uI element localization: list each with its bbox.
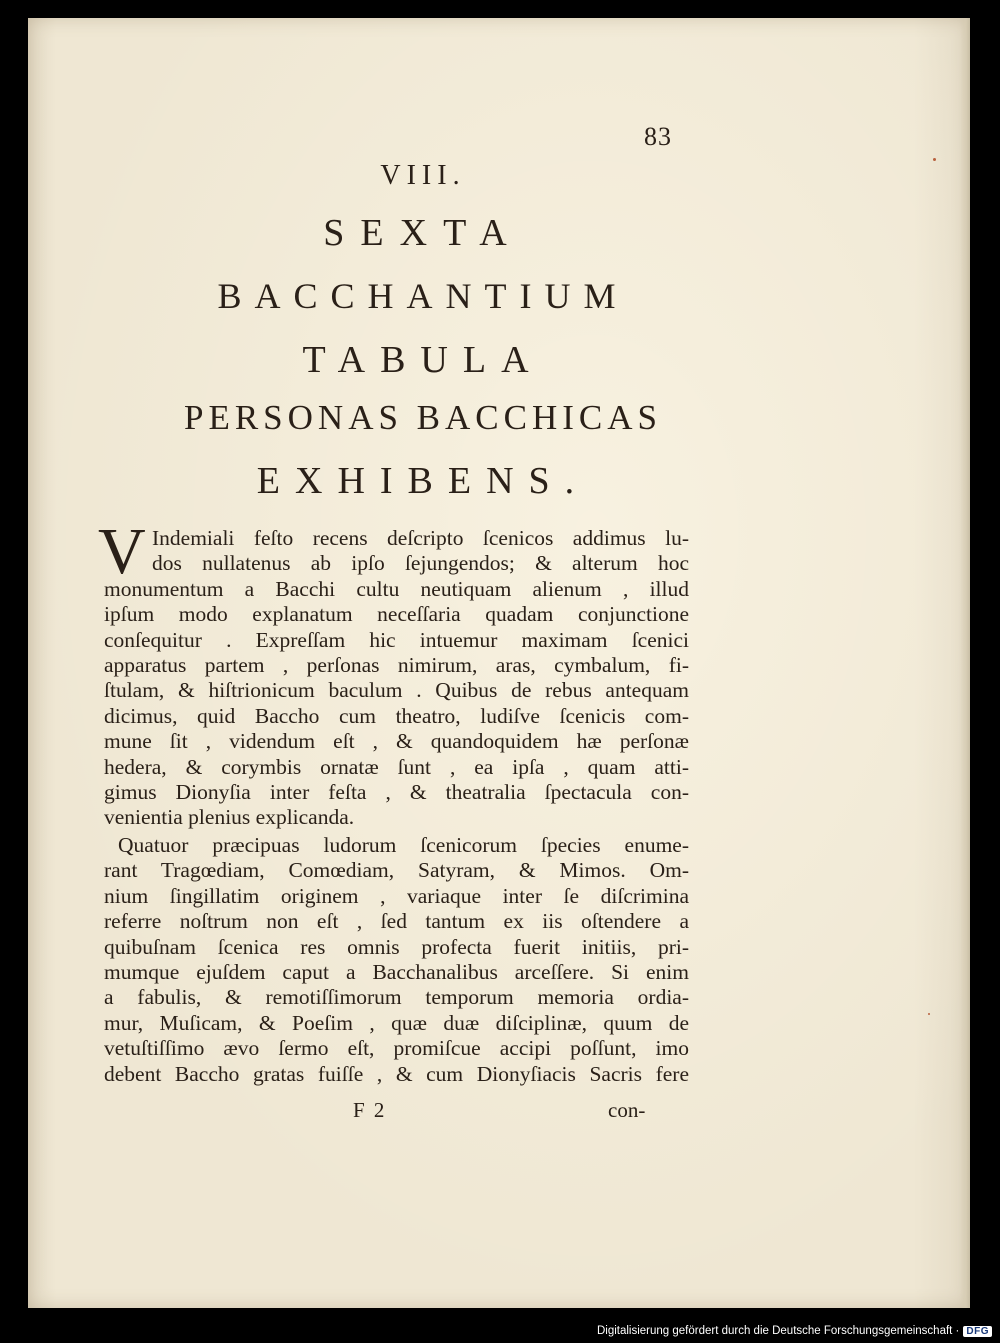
- title-line-5: EXHIBENS.: [256, 460, 590, 502]
- paper-speck: [933, 158, 936, 161]
- text-line: nium ſingillatim originem , variaque inter ſe diſcrimina: [104, 883, 689, 908]
- text-line: monumentum a Bacchi cultu neutiquam alienum , illud: [104, 576, 689, 601]
- paragraph-2: [104, 833, 689, 1087]
- drop-cap: V: [98, 515, 146, 588]
- text-line: a fabulis, & remotiſſimorum temporum memoria ordia-: [104, 985, 689, 1010]
- text-line: gimus Dionyſia inter feſta , & theatralia ſpectacula con-: [104, 779, 689, 804]
- text-line: debent Baccho gratas fuiſſe , & cum Dionyſiacis Sacris fere: [104, 1061, 689, 1086]
- text-line: quibuſnam ſcenica res omnis profecta fuerit initiis, pri-: [104, 934, 689, 959]
- paper-speck: [928, 1013, 930, 1015]
- text-line: Indemiali feſto recens deſcripto ſcenicos addimus lu-: [152, 526, 689, 550]
- text-line: apparatus partem , perſonas nimirum, aras, cymbalum, fi-: [104, 652, 689, 677]
- text-line: hedera, & corymbis ornatæ ſunt , ea ipſa , quam atti-: [104, 754, 689, 779]
- text-line: vetuſtiſſimo ævo ſermo eſt, promiſcue accipi poſſunt, imo: [104, 1036, 689, 1061]
- page-edge: [960, 18, 970, 1308]
- signature-mark: F 2: [353, 1098, 387, 1122]
- text-line: ſtulam, & hiſtrionicum baculum . Quibus de rebus antequam: [104, 678, 689, 703]
- text-line: Quatuor præcipuas ludorum ſcenicorum ſpecies enume-: [118, 833, 689, 857]
- book-page: [28, 18, 970, 1308]
- title-line-2: BACCHANTIUM: [217, 276, 629, 316]
- credit-text: Digitalisierung gefördert durch die Deutsche Forschungsgemeinschaft ·: [596, 1325, 960, 1337]
- catchword: con-: [608, 1098, 646, 1122]
- text-line: referre noſtrum non eſt , ſed tantum ex iis oſtendere a: [104, 909, 689, 934]
- title-line-3: TABULA: [302, 339, 544, 381]
- dfg-logo-icon: DFG: [963, 1326, 992, 1337]
- text-line: conſequitur . Expreſſam hic intuemur maximam ſcenici: [104, 627, 689, 652]
- paragraph-1: [98, 515, 689, 831]
- text-line: mur, Muſicam, & Poeſim , quæ duæ diſciplinæ, quum de: [104, 1010, 689, 1035]
- text-line: dos nullatenus ab ipſo ſejungendos; & alterum hoc: [152, 551, 689, 576]
- text-line: venientia plenius explicanda.: [104, 805, 355, 830]
- text-line: rant Tragœdiam, Comœdiam, Satyram, & Mimos. Om-: [104, 858, 689, 883]
- text-line: mune ſit , videndum eſt , & quandoquidem hæ perſonæ: [104, 729, 689, 754]
- section-number: VIII.: [380, 160, 466, 191]
- text-line: mumque ejuſdem caput a Bacchanalibus arceſſere. Si enim: [104, 959, 689, 984]
- title-line-1: SEXTA: [323, 212, 523, 254]
- dfg-credit: [597, 1325, 992, 1337]
- page-number: 83: [644, 122, 672, 151]
- text-line: ipſum modo explanatum neceſſaria quadam conjunctione: [104, 602, 689, 627]
- title-line-4: PERSONAS BACCHICAS: [183, 398, 663, 437]
- text-line: dicimus, quid Baccho cum theatro, ludiſve ſcenicis com-: [104, 703, 689, 728]
